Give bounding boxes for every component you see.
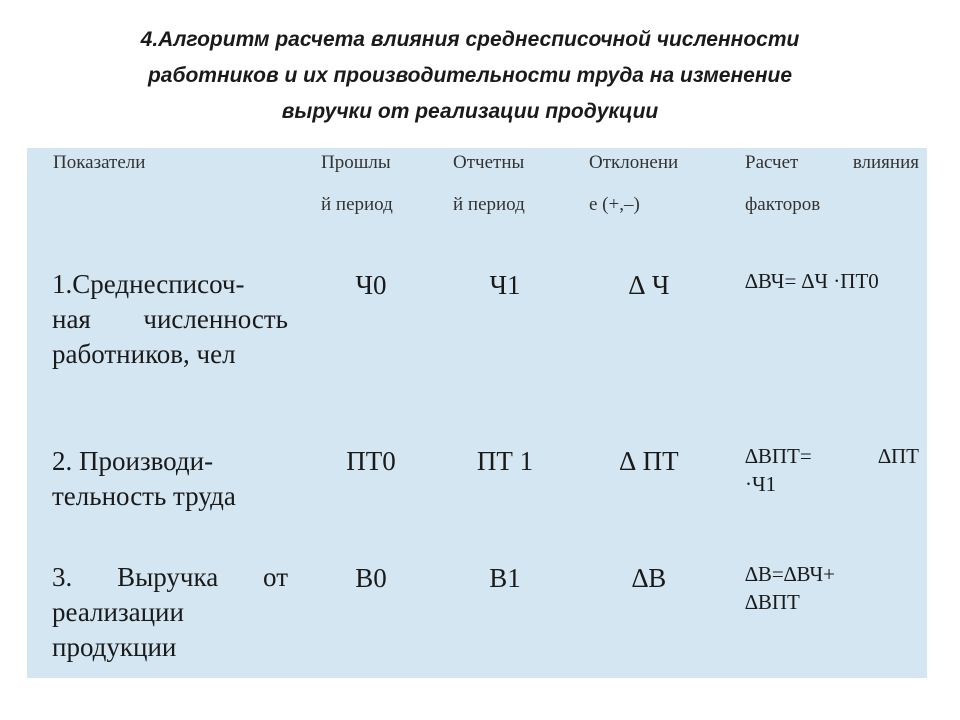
- algorithm-table: [27, 148, 927, 678]
- row-label-revenue: 3. Выручка от реализации продукции: [52, 562, 288, 662]
- title-line: 4.Алгоритм расчета влияния среднесписочной численности: [140, 28, 800, 51]
- header-deviation: Отклонени е (+,–): [589, 152, 679, 215]
- header-previous-period: Прошлы й период: [321, 152, 393, 215]
- cell-revenue-previous: В0: [355, 563, 387, 593]
- cell-revenue-current: В1: [489, 563, 521, 593]
- header-indicators: Показатели: [53, 152, 146, 173]
- title-line: работников и их производительности труда на изменение: [147, 64, 793, 87]
- cell-productivity-calc: ∆ВПТ= ∆ПТ ·Ч1: [745, 444, 919, 496]
- cell-headcount-calc: ∆ВЧ= ∆Ч ·ПТ0: [745, 269, 879, 293]
- cell-headcount-previous: Ч0: [355, 270, 387, 300]
- header-current-period: Отчетны й период: [453, 152, 525, 215]
- cell-revenue-calc: ∆В=∆ВЧ+ ∆ВПТ: [745, 562, 835, 614]
- cell-productivity-current: ПТ 1: [476, 446, 534, 476]
- cell-productivity-previous: ПТ0: [346, 446, 396, 476]
- row-label-headcount: 1.Среднесписоч- ная численность работников, чел: [52, 269, 288, 369]
- cell-revenue-deviation: ∆В: [631, 563, 667, 593]
- cell-productivity-deviation: ∆ ПТ: [619, 446, 679, 476]
- header-factor-calc: Расчет влияния факторов: [745, 152, 919, 215]
- cell-headcount-current: Ч1: [489, 270, 521, 300]
- cell-headcount-deviation: ∆ Ч: [628, 270, 670, 300]
- title-line: выручки от реализации продукции: [281, 100, 659, 123]
- row-label-productivity: 2. Производи- тельность труда: [52, 446, 236, 511]
- slide-title: [60, 22, 880, 130]
